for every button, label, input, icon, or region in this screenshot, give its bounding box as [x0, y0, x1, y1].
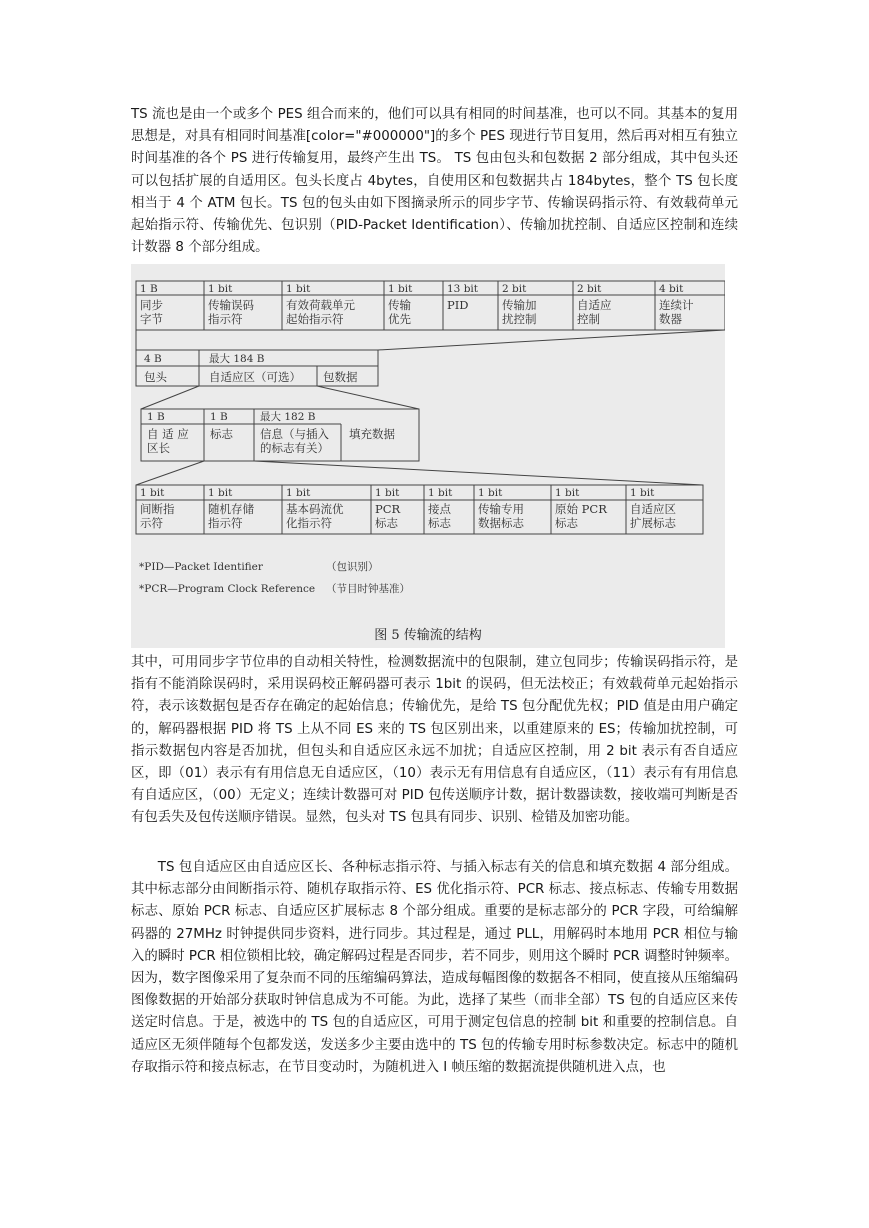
header-field-label: 控制 — [577, 312, 600, 326]
flag-size: 1 bit — [555, 487, 580, 499]
header-field-size: 4 bit — [659, 283, 684, 295]
packet-header-size: 4 B — [144, 353, 162, 365]
header-field-label: 连续计 — [659, 298, 694, 312]
flag-size: 1 bit — [375, 487, 400, 499]
flag-label: 化指示符 — [286, 516, 332, 530]
header-field-label: 传输误码 — [208, 298, 254, 312]
header-field-label: 有效荷载单元 — [286, 298, 355, 312]
flag-label: PCR — [375, 502, 401, 516]
info-label: 的标志有关） — [260, 441, 329, 455]
flags-label: 标志 — [210, 427, 233, 441]
header-field-size: 13 bit — [447, 283, 478, 295]
flag-label: 随机存储 — [208, 502, 254, 516]
header-field-label: 扰控制 — [502, 312, 537, 326]
header-field-size: 1 bit — [388, 283, 413, 295]
adaptation-length-label: 区长 — [147, 441, 170, 455]
abbreviation-note: *PCR—Program Clock Reference — [139, 583, 316, 595]
ts-structure-diagram — [131, 264, 725, 648]
flags-size: 1 B — [210, 411, 228, 423]
adaptation-length-size: 1 B — [147, 411, 165, 423]
flag-size: 1 bit — [208, 487, 233, 499]
flag-size: 1 bit — [478, 487, 503, 499]
header-field-label: 传输加 — [502, 298, 537, 312]
header-field-size: 1 bit — [286, 283, 311, 295]
flag-label: 标志 — [428, 516, 451, 530]
packet-body-size: 最大 184 B — [209, 353, 265, 365]
flag-label: 标志 — [375, 516, 398, 530]
flag-label: 接点 — [428, 502, 451, 516]
header-field-label: 自适应 — [577, 298, 612, 312]
flag-label: 自适应区 — [630, 502, 676, 516]
packet-header-label: 包头 — [144, 370, 167, 384]
flag-label: 基本码流优 — [286, 502, 344, 516]
header-field-label: PID — [447, 298, 469, 312]
flag-label: 扩展标志 — [630, 516, 676, 530]
flag-label: 原始 PCR — [555, 502, 607, 516]
abbreviation-meaning: （节目时钟基准） — [326, 583, 410, 595]
connector-line — [136, 461, 204, 485]
adaptation-field-label: 自适应区（可选） — [209, 370, 301, 384]
flag-size: 1 bit — [140, 487, 165, 499]
header-field-label: 数器 — [659, 312, 682, 326]
adaptation-field-paragraph: TS 包自适应区由自适应区长、各种标志指示符、与插入标志有关的信息和填充数据 4 部分组成。其中标志部分由间断指示符、随机存取指示符、ES 优化指示符、PCR 标志、接点标志、传输专用数据标志、原始 PCR 标志、自适应区扩展标志 8 个部分组成。重要的是标志部分的 PCR 字段，可给编解码器的 27MHz 时钟提供同步资料，进行同步。其过程是，通过 PLL，用解码时本地用 PCR 相位与输入的瞬时 PCR 相位锁相比较，确定解码过程是否同步，若不同步，则用这个瞬时 PCR 调整时钟频率。因为，数字图像采用了复杂而不同的压缩编码算法，造成每幅图像的数据各不相同，使直接从压缩编码图像数据的开始部分获取时钟信息成为不可能。为此，选择了某些（而非全部）TS 包的自适应区来传送定时信息。于是，被选中的 TS 包的自适应区，可用于测定包信息的控制 bit 和重要的控制信息。自适应区无须伴随每个包都发送，发送多少主要由选中的 TS 包的传输专用时标参数决定。标志中的随机存取指示符和接点标志，在节目变动时，为随机进入 I 帧压缩的数据流提供随机进入点，也 — [131, 860, 738, 1075]
header-field-size: 1 B — [140, 283, 158, 295]
header-fields-paragraph: 其中，可用同步字节位串的自动相关特性，检测数据流中的包限制，建立包同步；传输误码指示符，是指有不能消除误码时，采用误码校正解码器可表示 1bit 的误码，但无法校正；有效载荷单元起始指示符，表示该数据包是否存在确定的起始信息；传输优先，是给 TS 包分配优先权；PID 值是由用户确定的，解码器根据 PID 将 TS 上从不同 ES 来的 TS 包区别出来，以重建原来的 ES；传输加扰控制，可指示数据包内容是否加扰，但包头和自适应区永远不加扰；自适应区控制，用 2 bit 表示有否自适应区，即（01）表示有有用信息无自适应区，（10）表示无有用信息有自适应区，（11）表示有有用信息有自适应区，（00）无定义；连续计数器可对 PID 包传送顺序计数，据计数器读数，接收端可判断是否有包丢失及包传送顺序错误。显然，包头对 TS 包具有同步、识别、检错及加密功能。 — [131, 655, 738, 826]
flag-label: 数据标志 — [478, 516, 524, 530]
flag-label: 传输专用 — [478, 502, 524, 516]
header-field-label: 字节 — [140, 312, 163, 326]
info-label: 信息（与插入 — [260, 427, 329, 441]
connector-line — [378, 330, 725, 350]
abbreviation-note: *PID—Packet Identifier — [139, 561, 263, 573]
figure-caption: 图 5 传输流的结构 — [374, 628, 482, 643]
flag-label: 示符 — [140, 516, 163, 530]
adaptation-length-label: 自 适 应 — [147, 427, 189, 441]
flag-label: 标志 — [555, 516, 578, 530]
ts-structure-figure — [131, 264, 725, 648]
abbreviation-meaning: （包识别） — [326, 561, 379, 573]
flag-size: 1 bit — [428, 487, 453, 499]
flag-label: 指示符 — [208, 516, 243, 530]
header-field-label: 起始指示符 — [286, 312, 344, 326]
stuffing-label: 填充数据 — [349, 427, 395, 441]
connector-line — [317, 386, 419, 409]
header-field-size: 2 bit — [502, 283, 527, 295]
header-field-size: 2 bit — [577, 283, 602, 295]
connector-line — [141, 386, 199, 409]
flag-size: 1 bit — [286, 487, 311, 499]
info-size: 最大 182 B — [260, 411, 316, 423]
header-field-label: 传输 — [388, 298, 411, 312]
intro-paragraph: TS 流也是由一个或多个 PES 组合而来的，他们可以具有相同的时间基准，也可以不同。其基本的复用思想是，对具有相同时间基准[color="#000000"]的多个 PES 现进行节目复用，然后再对相互有独立时间基准的各个 PS 进行传输复用，最终产生出 TS。 TS 包由包头和包数据 2 部分组成，其中包头还可以包括扩展的自适用区。包头长度占 4bytes，自使用区和包数据共占 184bytes，整个 TS 包长度相当于 4 个 ATM 包长。TS 包的包头由如下图摘录所示的同步字节、传输误码指示符、有效载荷单元起始指示符、传输优先、包识别（PID-Packet Identification）、传输加扰控制、自适应区控制和连续计数器 8 个部分组成。 — [131, 107, 738, 256]
header-field-label: 同步 — [140, 298, 163, 312]
flag-label: 间断指 — [140, 502, 175, 516]
header-field-label: 指示符 — [208, 312, 243, 326]
flag-size: 1 bit — [630, 487, 655, 499]
payload-label: 包数据 — [323, 370, 358, 384]
header-field-label: 优先 — [388, 312, 411, 326]
connector-line — [254, 461, 703, 485]
header-field-size: 1 bit — [208, 283, 233, 295]
